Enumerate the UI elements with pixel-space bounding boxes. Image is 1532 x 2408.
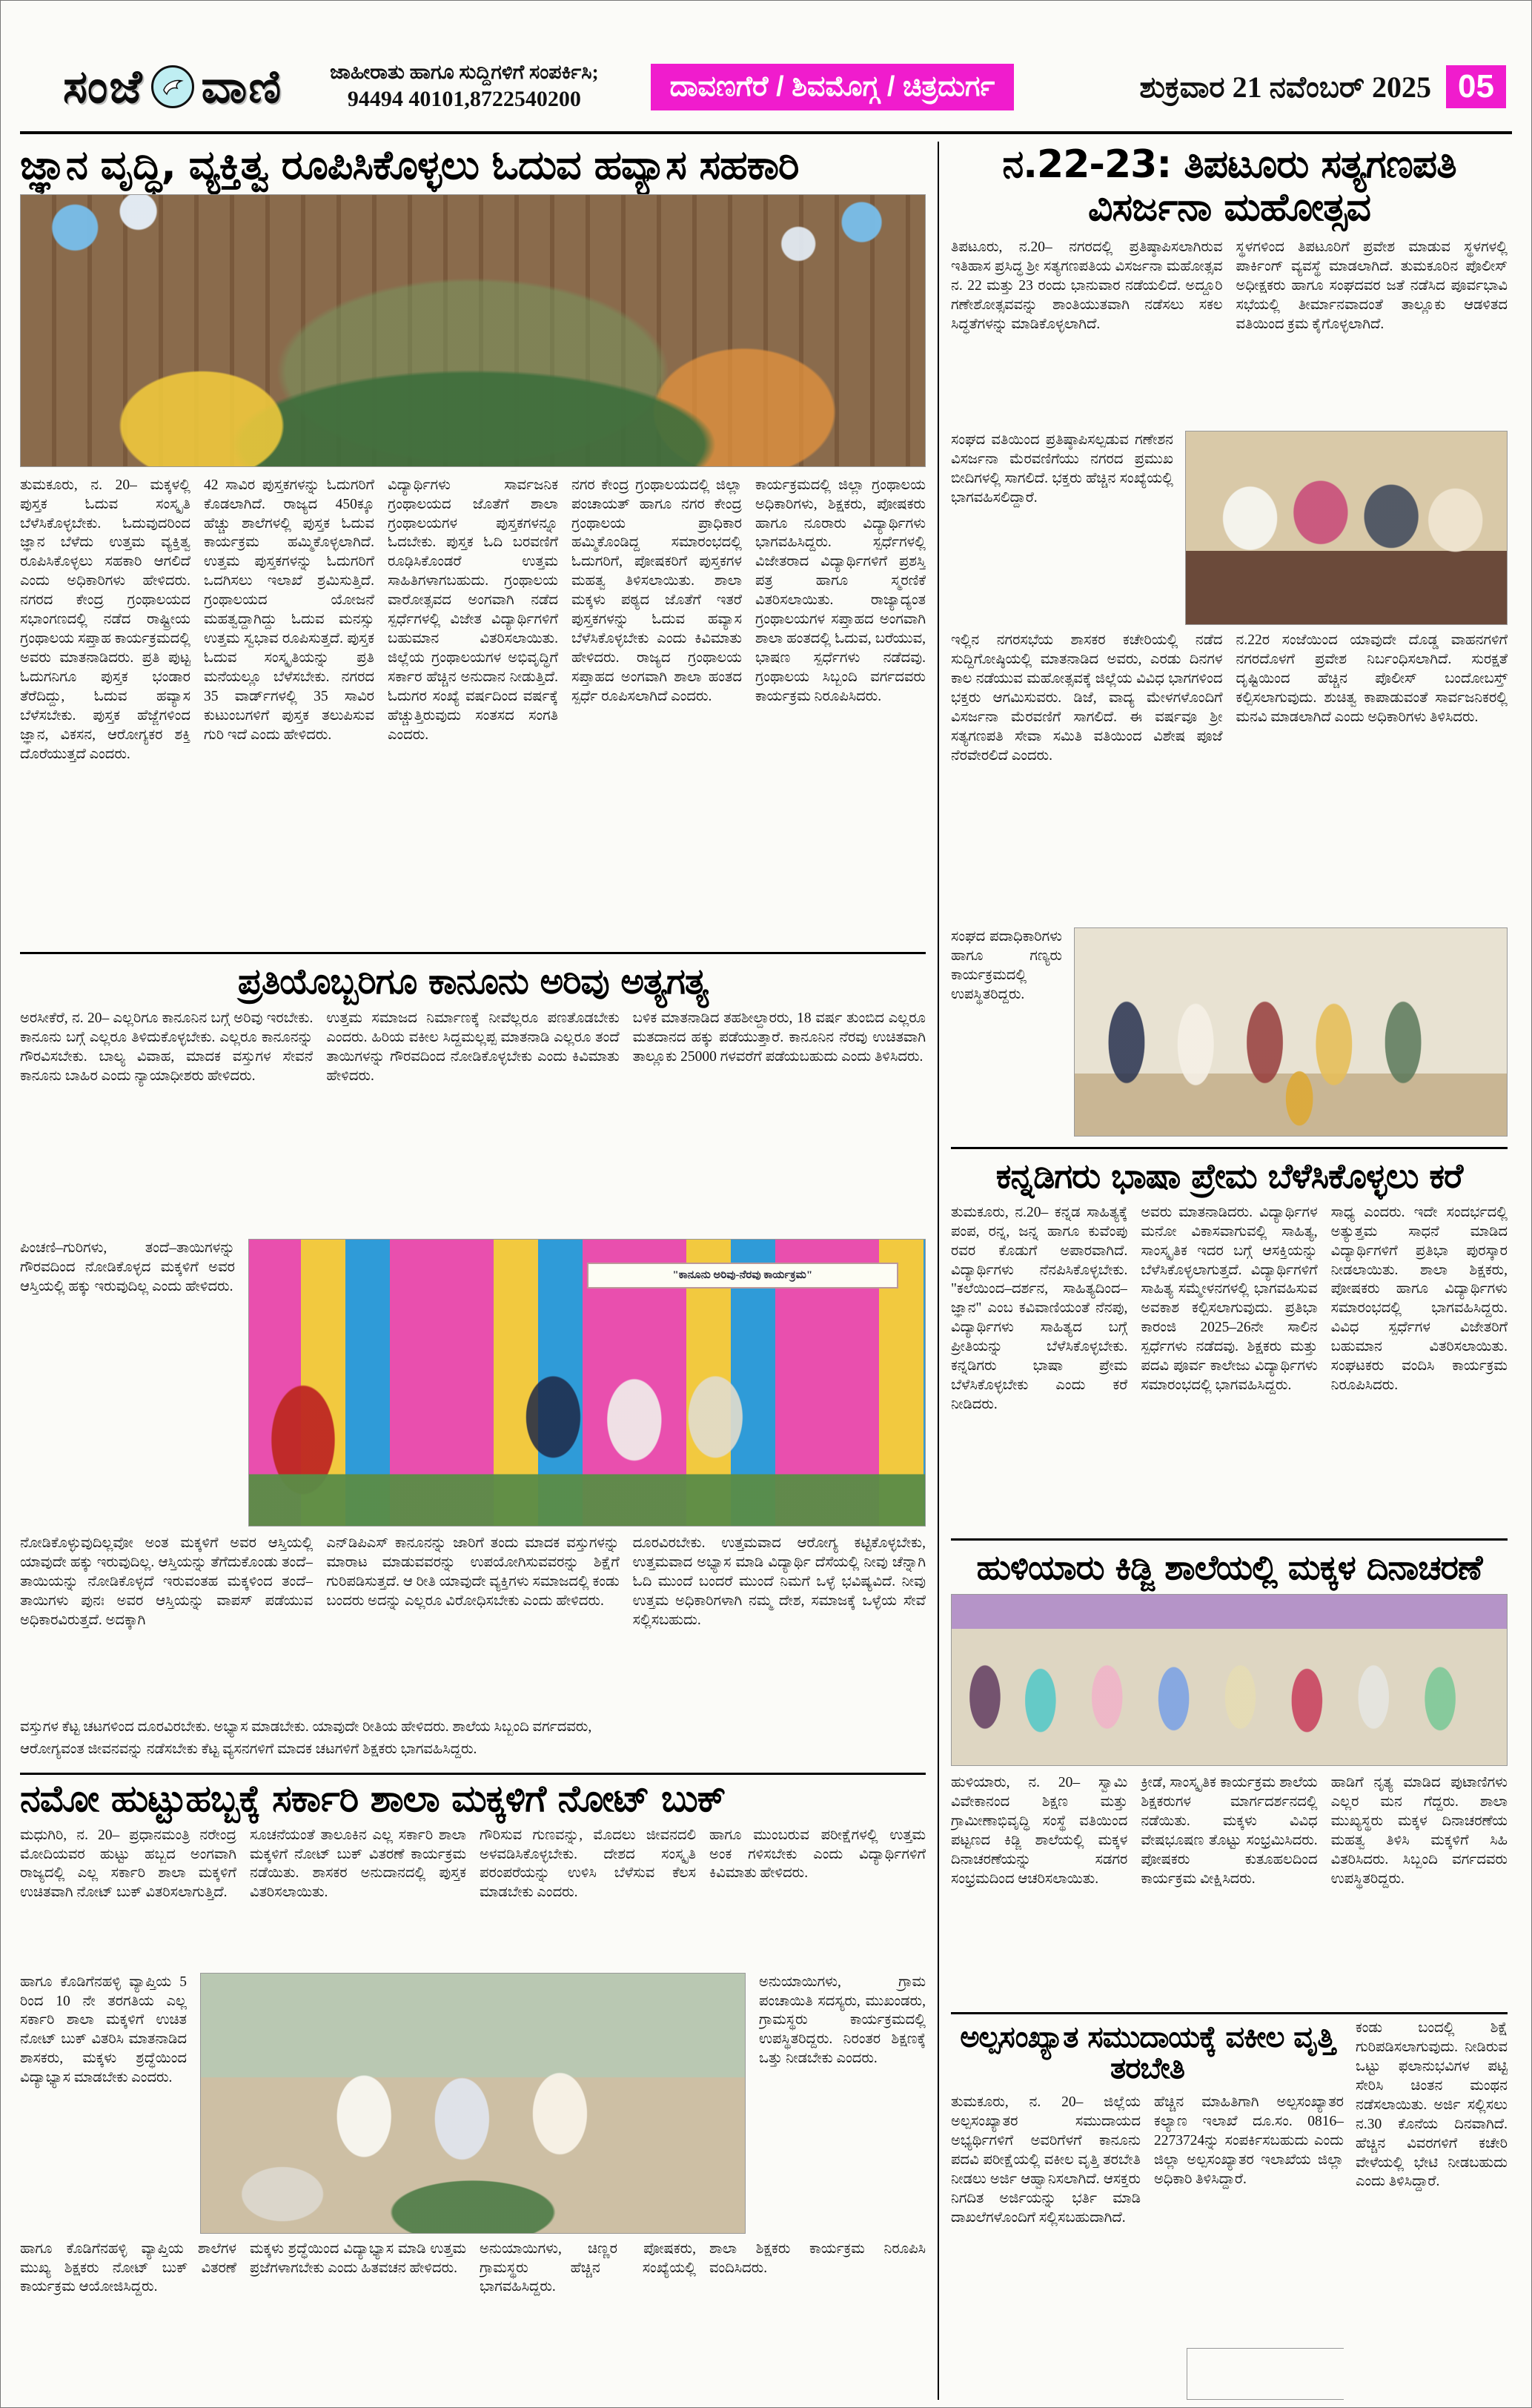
footer-line: ವಸ್ತುಗಳ ಕೆಟ್ಟ ಚಟಗಳಿಂದ ದೂರವಿರಬೇಕು. ಅಭ್ಯಾಸ ಮಾಡಬೇಕು. ಯಾವುದೇ ರೀತಿಯ ಹೇಳಿದರು. ಶಾಲೆಯ ಸಿಬ್ಬಂದಿ ವರ್ಗದವರು, [20,1719,592,1736]
page-content [20,142,1512,2400]
article-childrens-day [951,1549,1508,2002]
article-headline: ನ.22-23: ತಿಪಟೂರು ಸತ್ಯಗಣಪತಿ ವಿಸರ್ಜನಾ ಮಹೋತ್ಸವ [1002,142,1456,231]
dove-icon [151,65,194,108]
right-column-stack [938,142,1508,2400]
article-column: ಉತ್ತಮ ಸಮಾಜದ ನಿರ್ಮಾಣಕ್ಕೆ ನೀವೆಲ್ಲರೂ ಪಣತೊಡಬೇಕು ಎಂದರು. ಹಿರಿಯ ವಕೀಲ ಸಿದ್ದಮಲ್ಲಪ್ಪ ಮಾತನಾಡಿ ಎಲ್ಲರೂ ತಂದೆ ತಾಯಿಗಳನ್ನು ಗೌರವದಿಂದ ನೋಡಿಕೊಳ್ಳಬೇಕು ಎಂದು ಕಿವಿಮಾತು ಹೇಳಿದರು. [326,1010,620,1084]
article-column: ನ.22ರ ಸಂಜೆಯಿಂದ ಯಾವುದೇ ದೊಡ್ಡ ವಾಹನಗಳಿಗೆ ನಗರದೊಳಗೆ ಪ್ರವೇಶ ನಿರ್ಬಂಧಿಸಲಾಗಿದೆ. ಸುರಕ್ಷತೆ ದೃಷ್ಟಿಯಿಂದ ಹೆಚ್ಚಿನ ಪೊಲೀಸ್ ಬಂದೋಬಸ್ತ್ ಕಲ್ಪಿಸಲಾಗುವುದು. ಶುಚಿತ್ವ ಕಾಪಾಡುವಂತೆ ಸಾರ್ವಜನಿಕರಲ್ಲಿ ಮನವಿ ಮಾಡಲಾಗಿದೆ ಎಂದು ಅಧಿಕಾರಿಗಳು ತಿಳಿಸಿದರು. [1236,632,1508,726]
contact-phones: 94494 40101,8722540200 [347,87,581,112]
article-column: ದೂರವಿರಬೇಕು. ಉತ್ತಮವಾದ ಆರೋಗ್ಯ ಕಟ್ಟಿಕೊಳ್ಳಬೇಕು, ಉತ್ತಮವಾದ ಅಭ್ಯಾಸ ಮಾಡಿ ವಿದ್ಯಾರ್ಥಿ ದೆಸೆಯಲ್ಲಿ ನೀವು ಚೆನ್ನಾಗಿ ಓದಿ ಮುಂದೆ ಬಂದರೆ ಮುಂದೆ ನಿಮಗೆ ಒಳ್ಳೆ ಭವಿಷ್ಯವಿದೆ. ನೀವು ಉತ್ತಮ ಅಧಿಕಾರಿಗಳಾಗಿ ನಮ್ಮ ದೇಶ, ಸಮಾಜಕ್ಕೆ ಒಳ್ಳೆಯ ಸೇವೆ ಸಲ್ಲಿಸಬಹುದು. [632,1535,926,1628]
empty-ad-box [1187,2348,1344,2400]
section-rule [951,1538,1508,1541]
article-column: ಪಿಂಚಣಿ–ಗುರಿಗಳು, ತಂದೆ–ತಾಯಿಗಳನ್ನು ಗೌರವದಿಂದ ನೋಡಿಕೊಳ್ಳದ ಮಕ್ಕಳಿಗೆ ಅವರ ಆಸ್ತಿಯಲ್ಲಿ ಹಕ್ಕು ಇರುವುದಿಲ್ಲ ಎಂದು ಹೇಳಿದರು. [20,1240,235,1294]
section-rule [951,2012,1508,2014]
event-banner-text: "ಕಾನೂನು ಅರಿವು-ನೆರವು ಕಾರ್ಯಕ್ರಮ" [587,1263,898,1289]
date-text: ಶುಕ್ರವಾರ 21 ನವೆಂಬರ್ 2025 [1139,70,1432,104]
article-ganapati-visarjana [951,143,1508,1137]
article-column: ಅರಸೀಕೆರೆ, ನ. 20– ಎಲ್ಲರಿಗೂ ಕಾನೂನಿನ ಬಗ್ಗೆ ಅರಿವು ಇರಬೇಕು. ಕಾನೂನು ಬಗ್ಗೆ ಎಲ್ಲರೂ ತಿಳಿದುಕೊಳ್ಳಬೇಕು. ಎಲ್ಲರೂ ಕಾನೂನನ್ನು ಗೌರವಿಸಬೇಕು. ಬಾಲ್ಯ ವಿವಾಹ, ಮಾದಕ ವಸ್ತುಗಳ ಸೇವನೆ ಕಾನೂನು ಬಾಹಿರ ಎಂದು ನ್ಯಾಯಾಧೀಶರು ಹೇಳಿದರು. [20,1010,314,1084]
footer-line: ಆರೋಗ್ಯವಂತ ಜೀವನವನ್ನು ನಡೆಸಬೇಕು ಕೆಟ್ಟ ವ್ಯಸನಗಳಿಗೆ ಮಾದಕ ಚಟಗಳಿಗೆ ಶಿಕ್ಷಕರು ಭಾಗವಹಿಸಿದ್ದರು. [20,1742,477,1758]
article-column: ಎನ್‌ಡಿಪಿಎಸ್ ಕಾನೂನನ್ನು ಜಾರಿಗೆ ತಂದು ಮಾದಕ ವಸ್ತುಗಳನ್ನು ಮಾರಾಟ ಮಾಡುವವರನ್ನು ಉಪಯೋಗಿಸುವವರನ್ನು ಶಿಕ್ಷೆಗೆ ಗುರಿಪಡಿಸುತ್ತದೆ. ಆ ರೀತಿ ಯಾವುದೇ ವ್ಯಕ್ತಿಗಳು ಸಮಾಜದಲ್ಲಿ ಕಂಡು ಬಂದರು ಅದನ್ನು ಎಲ್ಲರೂ ವಿರೋಧಿಸಬೇಕು ಎಂದು ಹೇಳಿದರು. [326,1535,620,1609]
article-photo-notebook-handout [200,1973,746,2234]
article-column: ಅವರು ಮಾತನಾಡಿದರು. ವಿದ್ಯಾರ್ಥಿಗಳ ಮನೋ ವಿಕಾಸವಾಗುವಲ್ಲಿ ಸಾಹಿತ್ಯ, ಸಾಂಸ್ಕೃತಿಕ ಇದರ ಬಗ್ಗೆ ಆಸಕ್ತಿಯನ್ನು ಬೆಳೆಸಿಕೊಳ್ಳಲಾಗುತ್ತದೆ. ವಿದ್ಯಾರ್ಥಿಗಳಿಗೆ ಸಾಹಿತ್ಯ ಸಮ್ಮೇಳನಗಳಲ್ಲಿ ಭಾಗವಹಿಸುವ ಅವಕಾಶ ಕಲ್ಪಿಸಲಾಗುವುದು. ಪ್ರತಿಭಾ ಕಾರಂಜಿ 2025–26ನೇ ಸಾಲಿನ ಸ್ಪರ್ಧೆಗಳು ನಡೆದವು. ಶಿಕ್ಷಕರು ಮತ್ತು ಪದವಿ ಪೂರ್ವ ಕಾಲೇಜು ವಿದ್ಯಾರ್ಥಿಗಳು ಸಮಾರಂಭದಲ್ಲಿ ಭಾಗವಹಿಸಿದ್ದರು. [1141,1204,1318,1394]
logo-text-left: ಸಂಜೆ [63,59,144,113]
article-headline: ಅಲ್ಪಸಂಖ್ಯಾತ ಸಮುದಾಯಕ್ಕೆ ವಕೀಲ ವೃತ್ತಿ ತರಬೇತಿ [960,2020,1335,2086]
article-headline: ಹುಳಿಯಾರು ಕಿಡ್ಜಿ ಶಾಲೆಯಲ್ಲಿ ಮಕ್ಕಳ ದಿನಾಚರಣೆ [976,1547,1482,1587]
article-column: 42 ಸಾವಿರ ಪುಸ್ತಕಗಳನ್ನು ಓದುಗರಿಗೆ ಕೊಡಲಾಗಿದೆ. ರಾಜ್ಯದ 450ಕ್ಕೂ ಹೆಚ್ಚು ಶಾಲೆಗಳಲ್ಲಿ ಪುಸ್ತಕ ಓದುವ ಕಾರ್ಯಕ್ರಮ ಹಮ್ಮಿಕೊಳ್ಳಲಾಗಿದೆ. ಉತ್ತಮ ಪುಸ್ತಕಗಳನ್ನು ಓದುಗರಿಗೆ ಒದಗಿಸಲು ಇಲಾಖೆ ಶ್ರಮಿಸುತ್ತಿದೆ. ಗ್ರಂಥಾಲಯದ ಯೋಜನೆ ಮಹತ್ವದ್ದಾಗಿದ್ದು ಓದುವ ಮನಸ್ಸು ಉತ್ತಮ ಸ್ವಭಾವ ರೂಪಿಸುತ್ತದೆ. ಪುಸ್ತಕ ಓದುವ ಸಂಸ್ಕೃತಿಯನ್ನು ಪ್ರತಿ ಮನೆಯಲ್ಲೂ ಬೆಳೆಸಬೇಕು. ನಗರದ 35 ವಾರ್ಡ್‌ಗಳಲ್ಲಿ 35 ಸಾವಿರ ಕುಟುಂಬಗಳಿಗೆ ಪುಸ್ತಕ ತಲುಪಿಸುವ ಗುರಿ ಇದೆ ಎಂದು ಹೇಳಿದರು. [204,477,374,743]
section-rule [20,1773,926,1775]
article-column: ಸ್ಥಳಗಳಿಂದ ತಿಪಟೂರಿಗೆ ಪ್ರವೇಶ ಮಾಡುವ ಸ್ಥಳಗಳಲ್ಲಿ ಪಾರ್ಕಿಂಗ್ ವ್ಯವಸ್ಥೆ ಮಾಡಲಾಗಿದೆ. ತುಮಕೂರಿನ ಪೊಲೀಸ್ ಅಧೀಕ್ಷಕರು ಹಾಗೂ ಸಂಘದವರ ಜತೆ ನಡೆಸಿದ ಪೂರ್ವಭಾವಿ ಸಭೆಯಲ್ಲಿ ತೀರ್ಮಾನವಾದಂತೆ ತಾಲ್ಲೂಕು ಆಡಳಿತದ ವತಿಯಿಂದ ಕ್ರಮ ಕೈಗೊಳ್ಳಲಾಗಿದೆ. [1236,239,1508,333]
article-column: ಹಾಗೂ ಕೊಡಿಗೆನಹಳ್ಳಿ ವ್ಯಾಪ್ತಿಯ 5 ರಿಂದ 10 ನೇ ತರಗತಿಯ ಎಲ್ಲ ಸರ್ಕಾರಿ ಶಾಲಾ ಮಕ್ಕಳಿಗೆ ಉಚಿತ ನೋಟ್ ಬುಕ್ ವಿತರಿಸಿ ಮಾತನಾಡಿದ ಶಾಸಕರು, ಮಕ್ಕಳು ಶ್ರದ್ಧೆಯಿಂದ ವಿದ್ಯಾಭ್ಯಾಸ ಮಾಡಬೇಕು ಎಂದರು. [20,1974,187,2086]
article-column: ಕಂಡು ಬಂದಲ್ಲಿ ಶಿಕ್ಷೆ ಗುರಿಪಡಿಸಲಾಗುವುದು. ನೀಡಿರುವ ಒಟ್ಟು ಫಲಾನುಭವಿಗಳ ಪಟ್ಟಿ ಸೇರಿಸಿ ಚಿಂತನ ಮಂಥನ ನಡೆಸಲಾಯಿತು. ಅರ್ಜಿ ಸಲ್ಲಿಸಲು ನ.30 ಕೊನೆಯ ದಿನವಾಗಿದೆ. ಹೆಚ್ಚಿನ ವಿವರಗಳಿಗೆ ಕಚೇರಿ ವೇಳೆಯಲ್ಲಿ ಭೇಟಿ ನೀಡಬಹುದು ಎಂದು ತಿಳಿಸಿದ್ದಾರೆ. [1356,2020,1508,2190]
masthead [20,48,1512,125]
masthead-rule [20,131,1512,134]
article-column: ಕಾರ್ಯಕ್ರಮದಲ್ಲಿ ಜಿಲ್ಲಾ ಗ್ರಂಥಾಲಯ ಅಧಿಕಾರಿಗಳು, ಶಿಕ್ಷಕರು, ಪೋಷಕರು ಹಾಗೂ ನೂರಾರು ವಿದ್ಯಾರ್ಥಿಗಳು ಭಾಗವಹಿಸಿದ್ದರು. ಸ್ಪರ್ಧೆಗಳಲ್ಲಿ ವಿಜೇತರಾದ ವಿದ್ಯಾರ್ಥಿಗಳಿಗೆ ಪ್ರಶಸ್ತಿ ಪತ್ರ ಹಾಗೂ ಸ್ಮರಣಿಕೆ ವಿತರಿಸಲಾಯಿತು. ರಾಜ್ಯಾದ್ಯಂತ ಗ್ರಂಥಾಲಯಗಳ ಸಪ್ತಾಹದ ಅಂಗವಾಗಿ ಶಾಲಾ ಹಂತದಲ್ಲಿ ಓದುವ, ಬರೆಯುವ, ಭಾಷಣ ಸ್ಪರ್ಧೆಗಳು ನಡೆದವು. ಗ್ರಂಥಾಲಯ ಸಿಬ್ಬಂದಿ ವರ್ಗದವರು ಕಾರ್ಯಕ್ರಮ ನಿರೂಪಿಸಿದರು. [755,477,926,704]
edition-banner: ದಾವಣಗೆರೆ / ಶಿವಮೊಗ್ಗ / ಚಿತ್ರದುರ್ಗ [651,64,1015,110]
article-notebook-distribution [20,1779,926,2351]
article-column: ಹಾಗೂ ಮುಂಬರುವ ಪರೀಕ್ಷೆಗಳಲ್ಲಿ ಉತ್ತಮ ಅಂಕ ಗಳಿಸಬೇಕು ಎಂದು ವಿದ್ಯಾರ್ಥಿಗಳಿಗೆ ಕಿವಿಮಾತು ಹೇಳಿದರು. [709,1827,926,1882]
article-photo-legal-program-stage [248,1239,926,1526]
article-headline: ನಮೋ ಹುಟ್ಟುಹಬ್ಬಕ್ಕೆ ಸರ್ಕಾರಿ ಶಾಲಾ ಮಕ್ಕಳಿಗೆ ನೋಟ್ ಬುಕ್ [20,1777,726,1821]
contact-label: ಜಾಹೀರಾತು ಹಾಗೂ ಸುದ್ದಿಗಳಿಗೆ ಸಂಪರ್ಕಿಸಿ; [330,61,599,84]
article-column: ವಿದ್ಯಾರ್ಥಿಗಳು ಸಾರ್ವಜನಿಕ ಗ್ರಂಥಾಲಯದ ಜೊತೆಗೆ ಶಾಲಾ ಗ್ರಂಥಾಲಯಗಳ ಪುಸ್ತಕಗಳನ್ನೂ ಓದಬೇಕು. ಪುಸ್ತಕ ಓದಿ ಬರವಣಿಗೆ ರೂಢಿಸಿಕೊಂಡರೆ ಉತ್ತಮ ಸಾಹಿತಿಗಳಾಗಬಹುದು. ಗ್ರಂಥಾಲಯ ವಾರೋತ್ಸವದ ಅಂಗವಾಗಿ ನಡೆದ ಸ್ಪರ್ಧೆಗಳಲ್ಲಿ ವಿಜೇತ ವಿದ್ಯಾರ್ಥಿಗಳಿಗೆ ಬಹುಮಾನ ವಿತರಿಸಲಾಯಿತು. ಜಿಲ್ಲೆಯ ಗ್ರಂಥಾಲಯಗಳ ಅಭಿವೃದ್ಧಿಗೆ ಸರ್ಕಾರ ಹೆಚ್ಚಿನ ಅನುದಾನ ನೀಡುತ್ತಿದೆ. ಓದುಗರ ಸಂಖ್ಯೆ ವರ್ಷದಿಂದ ವರ್ಷಕ್ಕೆ ಹೆಚ್ಚುತ್ತಿರುವುದು ಸಂತಸದ ಸಂಗತಿ ಎಂದರು. [388,477,558,743]
article-legal-awareness [20,960,926,1762]
article-column: ಮಧುಗಿರಿ, ನ. 20– ಪ್ರಧಾನಮಂತ್ರಿ ನರೇಂದ್ರ ಮೋದಿಯವರ ಹುಟ್ಟು ಹಬ್ಬದ ಅಂಗವಾಗಿ ರಾಜ್ಯದಲ್ಲಿ ಎಲ್ಲ ಸರ್ಕಾರಿ ಶಾಲಾ ಮಕ್ಕಳಿಗೆ ಉಚಿತವಾಗಿ ನೋಟ್ ಬುಕ್ ವಿತರಿಸಲಾಗುತ್ತಿದೆ. [20,1827,236,1901]
article-column: ತುಮಕೂರು, ನ. 20– ಮಕ್ಕಳಲ್ಲಿ ಪುಸ್ತಕ ಓದುವ ಸಂಸ್ಕೃತಿ ಬೆಳೆಸಿಕೊಳ್ಳಬೇಕು. ಓದುವುದರಿಂದ ಜ್ಞಾನ ಬೆಳೆದು ಉತ್ತಮ ವ್ಯಕ್ತಿತ್ವ ರೂಪಿಸಿಕೊಳ್ಳಲು ಸಹಕಾರಿ ಆಗಲಿದೆ ಎಂದು ಅಧಿಕಾರಿಗಳು ಹೇಳಿದರು. ನಗರದ ಕೇಂದ್ರ ಗ್ರಂಥಾಲಯದ ಸಭಾಂಗಣದಲ್ಲಿ ನಡೆದ ರಾಷ್ಟ್ರೀಯ ಗ್ರಂಥಾಲಯ ಸಪ್ತಾಹ ಕಾರ್ಯಕ್ರಮದಲ್ಲಿ ಅವರು ಮಾತನಾಡಿದರು. ಪ್ರತಿ ಪುಟ್ಟ ಓದುಗನಿಗೂ ಪುಸ್ತಕ ಭಂಡಾರ ತೆರೆದಿದ್ದು, ಓದುವ ಹವ್ಯಾಸ ಬೆಳೆಸಬೇಕು. ಪುಸ್ತಕ ಹೆಜ್ಜೆಗಳಿಂದ ಜ್ಞಾನ, ವಿಕಸನ, ಆರೋಗ್ಯಕರ ಶಕ್ತಿ ದೊರೆಯುತ್ತದೆ ಎಂದರು. [20,477,190,762]
article-column: ನೋಡಿಕೊಳ್ಳುವುದಿಲ್ಲವೋ ಅಂತ ಮಕ್ಕಳಿಗೆ ಅವರ ಆಸ್ತಿಯಲ್ಲಿ ಯಾವುದೇ ಹಕ್ಕು ಇರುವುದಿಲ್ಲ. ಆಸ್ತಿಯನ್ನು ತೆಗೆದುಕೊಂಡು ತಂದೆ–ತಾಯಿಯನ್ನು ನೋಡಿಕೊಳ್ಳದೆ ಇರುವಂತಹ ಮಕ್ಕಳಿಂದ ತಂದೆ–ತಾಯಿಗಳು ಪುನಃ ಅವರ ಆಸ್ತಿಯನ್ನು ವಾಪಸ್ ಪಡೆಯುವ ಅಧಿಕಾರವಿರುತ್ತದೆ. ಅದಕ್ಕಾಗಿ [20,1535,314,1628]
article-photo-lamp-lighting [1074,927,1508,1137]
article-reading-habit [20,142,926,942]
article-column: ಸೂಚನೆಯಂತೆ ತಾಲೂಕಿನ ಎಲ್ಲ ಸರ್ಕಾರಿ ಶಾಲಾ ಮಕ್ಕಳಿಗೆ ನೋಟ್ ಬುಕ್ ವಿತರಣೆ ಕಾರ್ಯಕ್ರಮ ನಡೆಯಿತು. ಶಾಸಕರ ಅನುದಾನದಲ್ಲಿ ಪುಸ್ತಕ ವಿತರಿಸಲಾಯಿತು. [250,1827,466,1901]
article-column: ತುಮಕೂರು, ನ.20– ಕನ್ನಡ ಸಾಹಿತ್ಯಕ್ಕೆ ಪಂಪ, ರನ್ನ, ಜನ್ನ ಹಾಗೂ ಕುವೆಂಪು ರವರ ಕೊಡುಗೆ ಅಪಾರವಾಗಿದೆ. ವಿದ್ಯಾರ್ಥಿಗಳು ನೆನಪಿಸಿಕೊಳ್ಳಬೇಕು. "ಕಲೆಯಿಂದ–ದರ್ಶನ, ಸಾಹಿತ್ಯದಿಂದ–ಜ್ಞಾನ" ಎಂಬ ಕವಿವಾಣಿಯಂತೆ ನೆನಪು, ವಿದ್ಯಾರ್ಥಿಗಳು ಸಾಹಿತ್ಯದ ಬಗ್ಗೆ ಪ್ರೀತಿಯನ್ನು ಬೆಳೆಸಿಕೊಳ್ಳಬೇಕು. ಕನ್ನಡಿಗರು ಭಾಷಾ ಪ್ರೇಮ ಬೆಳೆಸಿಕೊಳ್ಳಬೇಕು ಎಂದು ಕರೆ ನೀಡಿದರು. [951,1204,1128,1412]
left-column-stack [20,142,938,2400]
contact-block [330,60,598,113]
dateline [1139,65,1512,108]
section-rule [951,1147,1508,1149]
section-rule [20,952,926,954]
article-column: ಇಲ್ಲಿನ ನಗರಸಭೆಯ ಶಾಸಕರ ಕಚೇರಿಯಲ್ಲಿ ನಡೆದ ಸುದ್ದಿಗೋಷ್ಠಿಯಲ್ಲಿ ಮಾತನಾಡಿದ ಅವರು, ಎರಡು ದಿನಗಳ ಕಾಲ ನಡೆಯುವ ಮಹೋತ್ಸವಕ್ಕೆ ಜಿಲ್ಲೆಯ ವಿವಿಧ ಭಾಗಗಳಿಂದ ಭಕ್ತರು ಆಗಮಿಸುವರು. ಡಿಜೆ, ವಾದ್ಯ ಮೇಳಗಳೊಂದಿಗೆ ವಿಸರ್ಜನಾ ಮೆರವಣಿಗೆ ಸಾಗಲಿದೆ. ಈ ವರ್ಷವೂ ಶ್ರೀ ಸತ್ಯಗಣಪತಿ ಸೇವಾ ಸಮಿತಿ ವತಿಯಿಂದ ವಿಶೇಷ ಪೂಜೆ ನೆರವೇರಲಿದೆ ಎಂದರು. [951,632,1223,764]
article-photo-press-meet [1185,431,1508,625]
article-headline: ಜ್ಞಾನ ವೃದ್ಧಿ, ವ್ಯಕ್ತಿತ್ವ ರೂಪಿಸಿಕೊಳ್ಳಲು ಓದುವ ಹವ್ಯಾಸ ಸಹಕಾರಿ [20,142,799,188]
article-headline: ಕನ್ನಡಿಗರು ಭಾಷಾ ಪ್ರೇಮ ಬೆಳೆಸಿಕೊಳ್ಳಲು ಕರೆ [995,1156,1463,1197]
article-column: ಅನುಯಾಯಿಗಳು, ಚಿಣ್ಣರ ಪೋಷಕರು, ಗ್ರಾಮಸ್ಥರು ಹೆಚ್ಚಿನ ಸಂಖ್ಯೆಯಲ್ಲಿ ಭಾಗವಹಿಸಿದ್ದರು. [480,2240,696,2295]
article-kannada-language-love [951,1158,1508,1527]
page-number-badge: 05 [1446,65,1506,108]
article-column: ತುಮಕೂರು, ನ. 20– ಜಿಲ್ಲೆಯ ಅಲ್ಪಸಂಖ್ಯಾತರ ಸಮುದಾಯದ ಅಭ್ಯರ್ಥಿಗಳಿಗೆ ಅವರಿಗೆಳಗೆ ಕಾನೂನು ಪದವಿ ಪರೀಕ್ಷೆಯಲ್ಲಿ ವಕೀಲ ವೃತ್ತಿ ತರಬೇತಿ ನೀಡಲು ಅರ್ಜಿ ಆಹ್ವಾನಿಸಲಾಗಿದೆ. ಆಸಕ್ತರು ನಿಗದಿತ ಅರ್ಜಿಯನ್ನು ಭರ್ತಿ ಮಾಡಿ ದಾಖಲೆಗಳೊಂದಿಗೆ ಸಲ್ಲಿಸಬಹುದಾಗಿದೆ. [951,2094,1141,2226]
article-column: ಮಕ್ಕಳು ಶ್ರದ್ಧೆಯಿಂದ ವಿದ್ಯಾಭ್ಯಾಸ ಮಾಡಿ ಉತ್ತಮ ಪ್ರಜೆಗಳಾಗಬೇಕು ಎಂದು ಹಿತವಚನ ಹೇಳಿದರು. [250,2240,466,2276]
article-footer-lines [20,1718,926,1762]
article-column: ಶಾಲಾ ಶಿಕ್ಷಕರು ಕಾರ್ಯಕ್ರಮ ನಿರೂಪಿಸಿ ವಂದಿಸಿದರು. [709,2240,926,2276]
article-advocate-training [951,2019,1508,2400]
article-column: ಸಾಧ್ಯ ಎಂದರು. ಇದೇ ಸಂದರ್ಭದಲ್ಲಿ ಅತ್ಯುತ್ತಮ ಸಾಧನೆ ಮಾಡಿದ ವಿದ್ಯಾರ್ಥಿಗಳಿಗೆ ಪ್ರತಿಭಾ ಪುರಸ್ಕಾರ ನೀಡಲಾಯಿತು. ಶಾಲಾ ಶಿಕ್ಷಕರು, ಪೋಷಕರು ಹಾಗೂ ವಿದ್ಯಾರ್ಥಿಗಳು ಸಮಾರಂಭದಲ್ಲಿ ಭಾಗವಹಿಸಿದ್ದರು. ವಿವಿಧ ಸ್ಪರ್ಧೆಗಳ ವಿಜೇತರಿಗೆ ಬಹುಮಾನ ವಿತರಿಸಲಾಯಿತು. ಸಂಘಟಕರು ವಂದಿಸಿ ಕಾರ್ಯಕ್ರಮ ನಿರೂಪಿಸಿದರು. [1330,1204,1508,1394]
logo-text-right: ವಾಣಿ [201,59,283,113]
article-column: ಹೆಚ್ಚಿನ ಮಾಹಿತಿಗಾಗಿ ಅಲ್ಪಸಂಖ್ಯಾತರ ಕಲ್ಯಾಣ ಇಲಾಖೆ ದೂ.ಸಂ. 0816–2273724ನ್ನು ಸಂಪರ್ಕಿಸಬಹುದು ಎಂದು ಜಿಲ್ಲಾ ಅಲ್ಪಸಂಖ್ಯಾತರ ಇಲಾಖೆಯ ಜಿಲ್ಲಾ ಅಧಿಕಾರಿ ತಿಳಿಸಿದ್ದಾರೆ. [1154,2094,1344,2187]
article-column: ಹುಳಿಯಾರು, ನ. 20– ಸ್ವಾಮಿ ವಿವೇಕಾನಂದ ಶಿಕ್ಷಣ ಮತ್ತು ಗ್ರಾಮೀಣಾಭಿವೃದ್ಧಿ ಸಂಸ್ಥೆ ವತಿಯಿಂದ ಪಟ್ಟಣದ ಕಿಡ್ಜಿ ಶಾಲೆಯಲ್ಲಿ ಮಕ್ಕಳ ದಿನಾಚರಣೆಯನ್ನು ಸಡಗರ ಸಂಭ್ರಮದಿಂದ ಆಚರಿಸಲಾಯಿತು. [951,1775,1128,1887]
article-column: ಸಂಘದ ಪದಾಧಿಕಾರಿಗಳು ಹಾಗೂ ಗಣ್ಯರು ಕಾರ್ಯಕ್ರಮದಲ್ಲಿ ಉಪಸ್ಥಿತರಿದ್ದರು. [951,929,1062,1003]
article-headline: ಪ್ರತಿಯೊಬ್ಬರಿಗೂ ಕಾನೂನು ಅರಿವು ಅತ್ಯಗತ್ಯ [237,960,709,1002]
article-photo-children-group [951,1594,1508,1766]
article-column: ಬಳಿಕ ಮಾತನಾಡಿದ ತಹಶೀಲ್ದಾರರು, 18 ವರ್ಷ ತುಂಬಿದ ಎಲ್ಲರೂ ಮತದಾನದ ಹಕ್ಕು ಪಡೆಯುತ್ತಾರೆ. ಕಾನೂನಿನ ನೆರವು ಉಚಿತವಾಗಿ ತಾಲ್ಲೂಕು 25000 ಗಳವರೆಗೆ ಪಡೆಯಬಹುದು ಎಂದು ತಿಳಿಸಿದರು. [632,1010,926,1065]
article-column: ಹಾಗೂ ಕೊಡಿಗೆನಹಳ್ಳಿ ವ್ಯಾಪ್ತಿಯ ಶಾಲೆಗಳ ಮುಖ್ಯ ಶಿಕ್ಷಕರು ನೋಟ್ ಬುಕ್ ವಿತರಣೆ ಕಾರ್ಯಕ್ರಮ ಆಯೋಜಿಸಿದ್ದರು. [20,2240,236,2295]
article-column: ಹಾಡಿಗೆ ನೃತ್ಯ ಮಾಡಿದ ಪುಟಾಣಿಗಳು ಎಲ್ಲರ ಮನ ಗೆದ್ದರು. ಶಾಲಾ ಮುಖ್ಯಸ್ಥರು ಮಕ್ಕಳ ದಿನಾಚರಣೆಯ ಮಹತ್ವ ತಿಳಿಸಿ ಮಕ್ಕಳಿಗೆ ಸಿಹಿ ವಿತರಿಸಿದರು. ಸಿಬ್ಬಂದಿ ವರ್ಗದವರು ಉಪಸ್ಥಿತರಿದ್ದರು. [1330,1775,1508,1887]
article-photo-award-ceremony [20,194,926,467]
article-column: ತಿಪಟೂರು, ನ.20– ನಗರದಲ್ಲಿ ಪ್ರತಿಷ್ಠಾಪಿಸಲಾಗಿರುವ ಇತಿಹಾಸ ಪ್ರಸಿದ್ಧ ಶ್ರೀ ಸತ್ಯಗಣಪತಿಯ ವಿಸರ್ಜನಾ ಮಹೋತ್ಸವ ನ. 22 ಮತ್ತು 23 ರಂದು ಭಾನುವಾರ ನಡೆಯಲಿದೆ. ಅದ್ದೂರಿ ಗಣೇಶೋತ್ಸವವನ್ನು ಶಾಂತಿಯುತವಾಗಿ ನಡೆಸಲು ಸಕಲ ಸಿದ್ಧತೆಗಳನ್ನು ಮಾಡಿಕೊಳ್ಳಲಾಗಿದೆ. [951,239,1223,333]
newspaper-logo [20,59,282,114]
article-column: ಅನುಯಾಯಿಗಳು, ಗ್ರಾಮ ಪಂಚಾಯಿತಿ ಸದಸ್ಯರು, ಮುಖಂಡರು, ಗ್ರಾಮಸ್ಥರು ಕಾರ್ಯಕ್ರಮದಲ್ಲಿ ಉಪಸ್ಥಿತರಿದ್ದರು. ನಿರಂತರ ಶಿಕ್ಷಣಕ್ಕೆ ಒತ್ತು ನೀಡಬೇಕು ಎಂದರು. [759,1974,926,2067]
article-column: ಸಂಘದ ವತಿಯಿಂದ ಪ್ರತಿಷ್ಠಾಪಿಸಲ್ಪಡುವ ಗಣೇಶನ ವಿಸರ್ಜನಾ ಮೆರವಣಿಗೆಯು ನಗರದ ಪ್ರಮುಖ ಬೀದಿಗಳಲ್ಲಿ ಸಾಗಲಿದೆ. ಭಕ್ತರು ಹೆಚ್ಚಿನ ಸಂಖ್ಯೆಯಲ್ಲಿ ಭಾಗವಹಿಸಲಿದ್ದಾರೆ. [951,432,1173,506]
article-column: ನಗರ ಕೇಂದ್ರ ಗ್ರಂಥಾಲಯದಲ್ಲಿ ಜಿಲ್ಲಾ ಪಂಚಾಯತ್ ಹಾಗೂ ನಗರ ಕೇಂದ್ರ ಗ್ರಂಥಾಲಯ ಪ್ರಾಧಿಕಾರ ಹಮ್ಮಿಕೊಂಡಿದ್ದ ಸಮಾರಂಭದಲ್ಲಿ ಓದುಗರಿಗೆ, ಪೋಷಕರಿಗೆ ಪುಸ್ತಕಗಳ ಮಹತ್ವ ತಿಳಿಸಲಾಯಿತು. ಶಾಲಾ ಮಕ್ಕಳು ಪಠ್ಯದ ಜೊತೆಗೆ ಇತರೆ ಪುಸ್ತಕಗಳನ್ನು ಓದುವ ಹವ್ಯಾಸ ಬೆಳೆಸಿಕೊಳ್ಳಬೇಕು ಎಂದು ಕಿವಿಮಾತು ಹೇಳಿದರು. ರಾಜ್ಯದ ಗ್ರಂಥಾಲಯ ಸಪ್ತಾಹದ ಅಂಗವಾಗಿ ಶಾಲಾ ಹಂತದ ಸ್ಪರ್ಧೆ ರೂಪಿಸಲಾಗಿದೆ ಎಂದರು. [571,477,742,704]
article-column: ಗೌರಿಸುವ ಗುಣವನ್ನು, ಮೊದಲು ಜೀವನದಲಿ ಅಳವಡಿಸಿಕೊಳ್ಳಬೇಕು. ದೇಶದ ಸಂಸ್ಕೃತಿ ಪರಂಪರೆಯನ್ನು ಉಳಿಸಿ ಬೆಳೆಸುವ ಕೆಲಸ ಮಾಡಬೇಕು ಎಂದರು. [480,1827,696,1901]
article-column: ಕ್ರೀಡೆ, ಸಾಂಸ್ಕೃತಿಕ ಕಾರ್ಯಕ್ರಮ ಶಾಲೆಯ ಶಿಕ್ಷಕರುಗಳ ಮಾರ್ಗದರ್ಶನದಲ್ಲಿ ನಡೆಯಿತು. ಮಕ್ಕಳು ವಿವಿಧ ವೇಷಭೂಷಣ ತೊಟ್ಟು ಸಂಭ್ರಮಿಸಿದರು. ಪೋಷಕರು ಕುತೂಹಲದಿಂದ ಕಾರ್ಯಕ್ರಮ ವೀಕ್ಷಿಸಿದರು. [1141,1775,1318,1887]
